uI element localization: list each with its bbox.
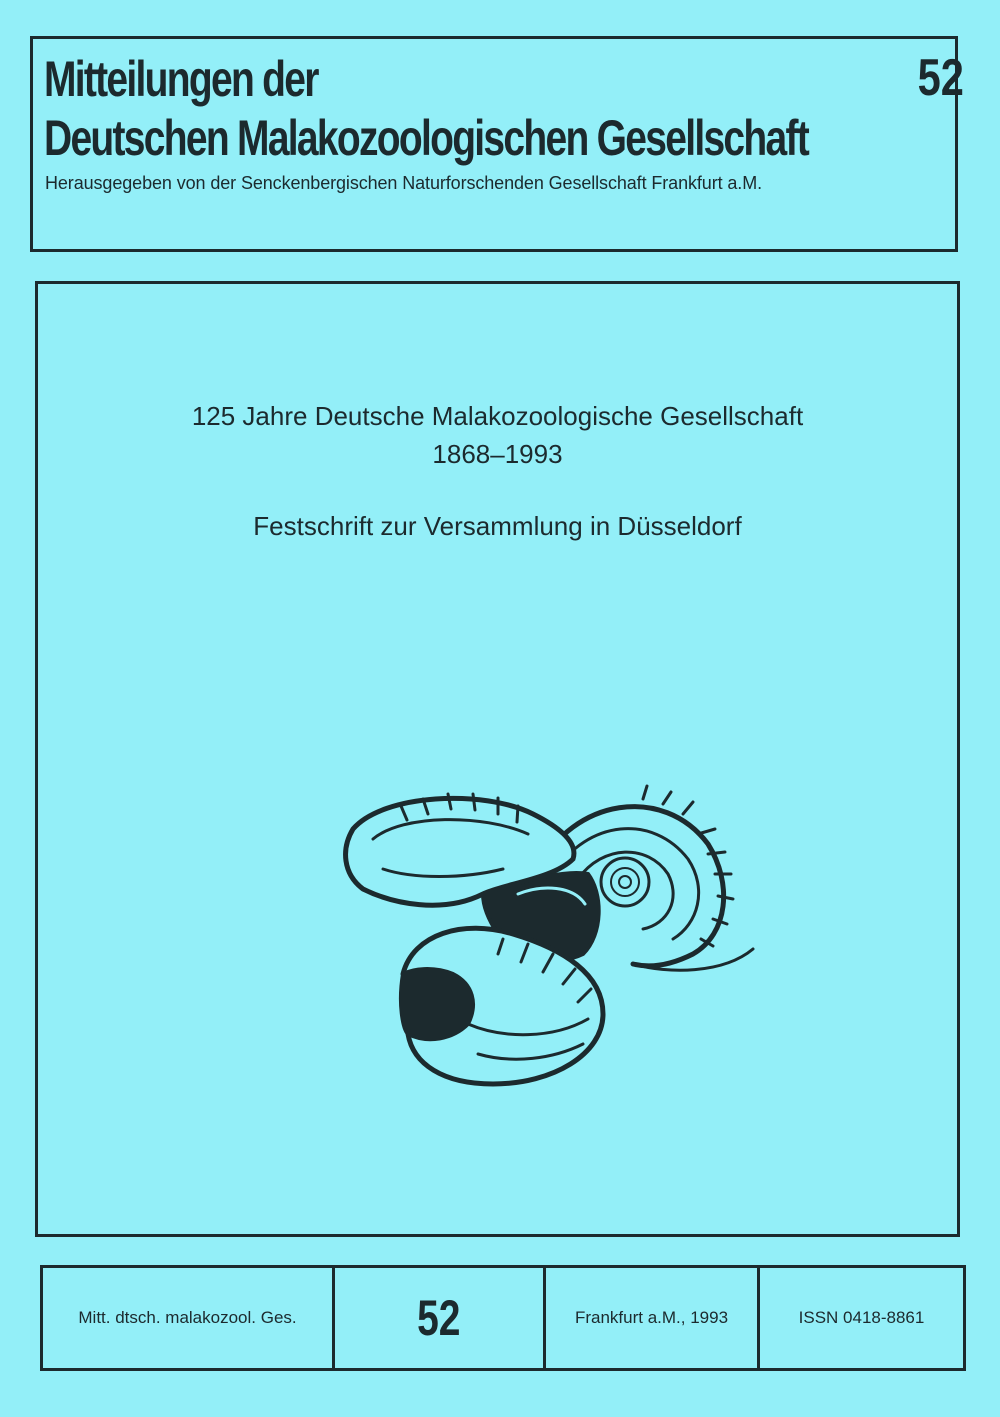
footer-volume-number <box>335 1268 546 1368</box>
festschrift-subtitle: Festschrift zur Versammlung in Düsseldorf <box>253 511 742 541</box>
journal-title-line-1: Mitteilungen der <box>44 51 318 107</box>
journal-title-line-2: Deutschen Malakozoologischen Gesellschaft <box>44 110 809 166</box>
issn: ISSN 0418-8861 <box>798 1308 925 1327</box>
main-box <box>35 281 960 1237</box>
publisher-line: Herausgegeben von der Senckenbergischen Naturforschenden Gesellschaft Frankfurt a.M. <box>45 173 763 193</box>
snail-shells-illustration <box>303 774 763 1104</box>
anniversary-years: 1868–1993 <box>432 439 563 469</box>
place-and-year: Frankfurt a.M., 1993 <box>546 1268 760 1368</box>
footer-volume-number-text: 52 <box>417 1290 461 1346</box>
footer-box <box>40 1265 966 1371</box>
journal-abbreviation: Mitt. dtsch. malakozool. Ges. <box>43 1268 335 1368</box>
anniversary-title: 125 Jahre Deutsche Malakozoologische Gesellschaft <box>191 401 804 431</box>
volume-number: 52 <box>917 49 964 107</box>
